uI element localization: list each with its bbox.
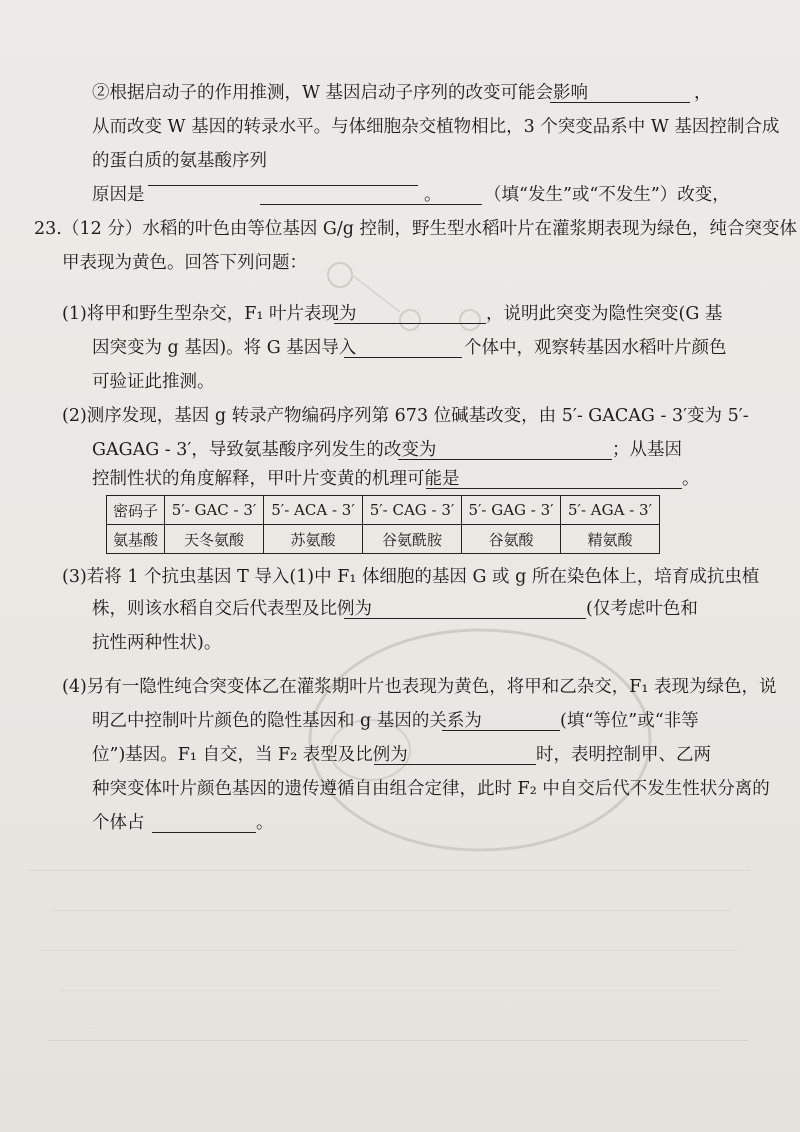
answer-blank-2-1[interactable] [398,458,612,460]
bleed-through-circles [300,250,520,340]
bleed-through-lower [30,850,770,1040]
page-edge-line [48,1040,748,1041]
answer-blank-2-2[interactable] [426,487,682,489]
answer-blank-3-1[interactable] [344,617,586,619]
answer-blank-1-1[interactable] [334,322,486,324]
answer-blank-1-2[interactable] [344,356,462,358]
table-row-codons [107,496,660,525]
table-cell: 5′- ACA - 3′ [264,496,363,525]
table-cell: 5′- AGA - 3′ [561,496,660,525]
answer-blank-q22-2[interactable] [260,203,482,205]
table-cell: 苏氨酸 [264,525,363,554]
codon-table [106,495,660,554]
exam-page: ②根据启动子的作用推测，W 基因启动子序列的改变可能会影响 ， 从而改变 W 基因的转录水平。与体细胞杂交植物相比，3 个突变品系中 W 基因控制合成 的蛋白质的氨基酸序列 原因是 （填“发生”或“不发生”）改变， 。 23. （12 分）水稻的叶色由等位基因 G/g 控制，野生型水稻叶片在灌浆期表现为绿色，纯合突变体 甲表现为黄色。回答下列问题： (1)将甲和野生型杂交，F₁ 叶片表现为 ，说明此突变为隐性突变(G 基 因突变为 g 基因)。将 G 基因导入 个体中，观察转基因水稻叶片颜色 可验证此推测。 (2)测序发现，基因 g 转录产物编码序列第 673 位碱基改变，由 5′- GACAG - 3′变为 5′- GAGAG - 3′，导致氨基酸序列发生的改变为 ；从基因 控制性状的角度解释，甲叶片变黄的机理可能是 。 密码子 5′- GAC - 3′ 5′- ACA - 3′ 5′- CAG - 3′ 5′- GAG - 3′ 5′- AGA - 3′ 氨基酸 天冬氨酸 苏氨酸 谷氨酰胺 谷氨酸 精氨酸 (3)若将 1 个抗虫基因 T 导入(1)中 F₁ 体细胞的基因 G 或 g 所在染色体上，培育成抗虫植 株，则该水稻自交后代表型及比例为 (仅考虑叶色和 抗性两种性状)。 (4)另有一隐性纯合突变体乙在灌浆期叶片也表现为黄色，将甲和乙杂交，F₁ 表现为绿色，说 明乙中控制叶片颜色的隐性基因和 g 基因的关系为 (填“等位”或“非等 位”)基因。F₁ 自交，当 F₂ 表型及比例为 时，表明控制甲、乙两 种突变体叶片颜色基因的遗传遵循自由组合定律，此时 F₂ 中自交后代不发生性状分离的 个体占 。 [0,0,800,1132]
table-cell: 精氨酸 [561,525,660,554]
table-header-cell: 密码子 [107,496,165,525]
answer-blank-4-1[interactable] [442,729,560,731]
table-cell: 5′- GAC - 3′ [165,496,264,525]
table-cell: 5′- CAG - 3′ [363,496,462,525]
answer-blank-q22-3-line[interactable] [148,184,418,186]
answer-blank-q22-1[interactable] [550,101,690,103]
table-cell: 天冬氨酸 [165,525,264,554]
table-row-amino-acids [107,525,660,554]
answer-blank-4-2[interactable] [374,763,536,765]
answer-blank-4-3[interactable] [152,831,256,833]
table-header-cell: 氨基酸 [107,525,165,554]
table-cell: 谷氨酰胺 [363,525,462,554]
table-cell: 5′- GAG - 3′ [462,496,561,525]
table-cell: 谷氨酸 [462,525,561,554]
